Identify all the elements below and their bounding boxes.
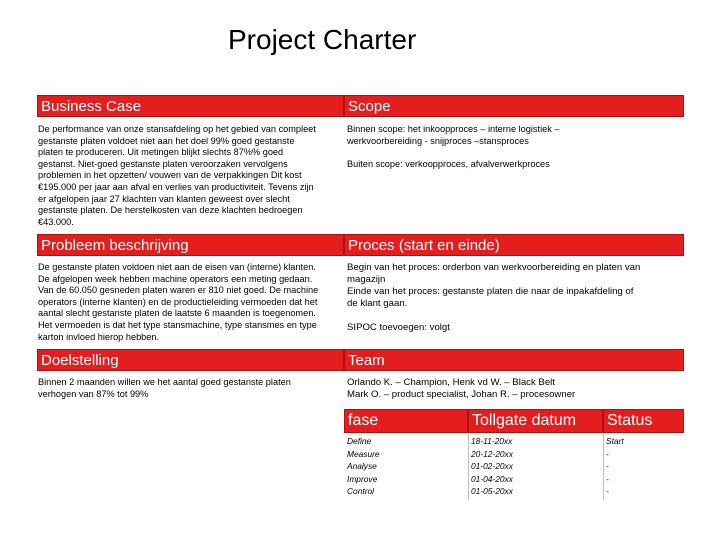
business-case-header xyxy=(37,95,344,117)
fase-cell: Improve xyxy=(347,473,378,484)
text-line: platen te produceren. Uit metingen blijkt slechts 87%% goed xyxy=(38,147,284,158)
datum-column xyxy=(471,435,513,498)
text-line: €195.000 per jaar aan afval en verlies van productiviteit. Tevens zijn xyxy=(38,181,314,192)
text-line: Mark O. – product specialist, Johan R. – procesowner xyxy=(347,389,576,400)
text-line: werkvoorbereiding - snijproces –stansproces xyxy=(347,135,529,146)
fase-cell: Define xyxy=(347,436,372,446)
business-case-text xyxy=(38,124,316,228)
probleem-text xyxy=(38,262,318,343)
scope-header xyxy=(344,95,684,117)
text-line: problemen in het opzetten/ vouwen van de verpakkingen Dit kost xyxy=(38,170,302,181)
page-title: Project Charter xyxy=(228,24,417,55)
status-cell: - xyxy=(606,448,609,459)
datum-cell: 18-11-20xx xyxy=(471,436,513,446)
text-line: De afgelopen week hebben machine operators een meting gedaan. xyxy=(38,273,313,284)
text-line: aantal slecht gestanste platen de laatste 6 maanden is toegenomen. xyxy=(38,308,316,319)
text-line: de klant gaan. xyxy=(347,298,408,309)
tollgate-datum-label: Tollgate datum xyxy=(472,412,577,429)
probleem-header xyxy=(37,234,344,256)
fase-cell: Measure xyxy=(347,448,380,459)
fase-column xyxy=(347,435,380,498)
text-line: Het vermoeden is dat het type stansmachine, type stansmes en type xyxy=(38,319,317,330)
text-line: Buiten scope: verkoopproces, afvalverwerkproces xyxy=(347,158,550,169)
status-label: Status xyxy=(607,412,653,429)
text-line xyxy=(347,147,559,159)
status-column xyxy=(606,435,624,498)
datum-cell: 20-12-20xx xyxy=(471,448,513,459)
status-cell: - xyxy=(606,473,609,484)
text-line xyxy=(347,310,640,322)
doelstelling-text xyxy=(38,377,291,400)
text-line: Einde van het proces: gestanste platen die naar de inpakafdeling of xyxy=(347,286,634,297)
status-cell: Start xyxy=(606,436,624,446)
tollgate-fase-header xyxy=(344,409,468,433)
probleem-label: Probleem beschrijving xyxy=(41,237,189,254)
text-line: €43.000. xyxy=(38,216,74,227)
doelstelling-header xyxy=(37,349,344,371)
scope-text xyxy=(347,124,559,170)
datum-cell: 01-02-20xx xyxy=(471,461,513,472)
fase-label: fase xyxy=(348,412,379,429)
text-line: De performance van onze stansafdeling op het gebied van compleet xyxy=(38,124,316,134)
datum-cell: 01-04-20xx xyxy=(471,473,513,484)
fase-cell: Analyse xyxy=(347,461,377,472)
doelstelling-label: Doelstelling xyxy=(41,352,119,369)
proces-text xyxy=(347,262,640,334)
text-line: gestanste platen. De herstelkosten van deze klachten bedroegen xyxy=(38,205,303,216)
text-line: gestanst. Niet-goed gestanste platen veroorzaken vervolgens xyxy=(38,158,288,169)
status-cell: - xyxy=(606,486,609,497)
text-line: verhogen van 87% tot 99% xyxy=(38,388,149,399)
business-case-label: Business Case xyxy=(41,98,142,115)
proces-header xyxy=(344,234,684,256)
table-divider xyxy=(603,433,604,500)
tollgate-status-header xyxy=(603,409,684,433)
status-cell: - xyxy=(606,461,609,472)
text-line: Orlando K. – Champion, Henk vd W. – Black Belt xyxy=(347,377,555,388)
text-line: operators (interne klanten) en de productieleiding vermoeden dat het xyxy=(38,296,318,307)
proces-label: Proces (start en einde) xyxy=(348,237,500,254)
team-text xyxy=(347,377,575,401)
text-line: Binnen scope: het inkoopproces – interne logistiek – xyxy=(347,124,560,134)
text-line: SIPOC toevoegen: volgt xyxy=(347,322,450,333)
text-line: er afgelopen jaar 27 klachten van klanten geweest over slecht xyxy=(38,193,290,204)
table-divider xyxy=(468,433,469,500)
datum-cell: 01-05-20xx xyxy=(471,486,513,497)
scope-label: Scope xyxy=(348,98,391,115)
text-line: Begin van het proces: orderbon van werkvoorbereiding en platen van xyxy=(347,262,641,273)
tollgate-datum-header xyxy=(468,409,603,433)
text-line: Binnen 2 maanden willen we het aantal goed gestanste platen xyxy=(38,377,291,387)
text-line: Van de 60.050 gesneden platen waren er 810 niet goed. De machine xyxy=(38,285,319,296)
text-line: De gestanste platen voldoen niet aan de eisen van (interne) klanten. xyxy=(38,262,316,272)
text-line: magazijn xyxy=(347,274,386,285)
text-line: karton invloed hierop hebben. xyxy=(38,331,160,342)
text-line: gestanste platen voldoet niet aan het doel 99% goed gestanste xyxy=(38,135,295,146)
team-label: Team xyxy=(348,352,385,369)
fase-cell: Control xyxy=(347,486,374,497)
team-header xyxy=(344,349,684,371)
